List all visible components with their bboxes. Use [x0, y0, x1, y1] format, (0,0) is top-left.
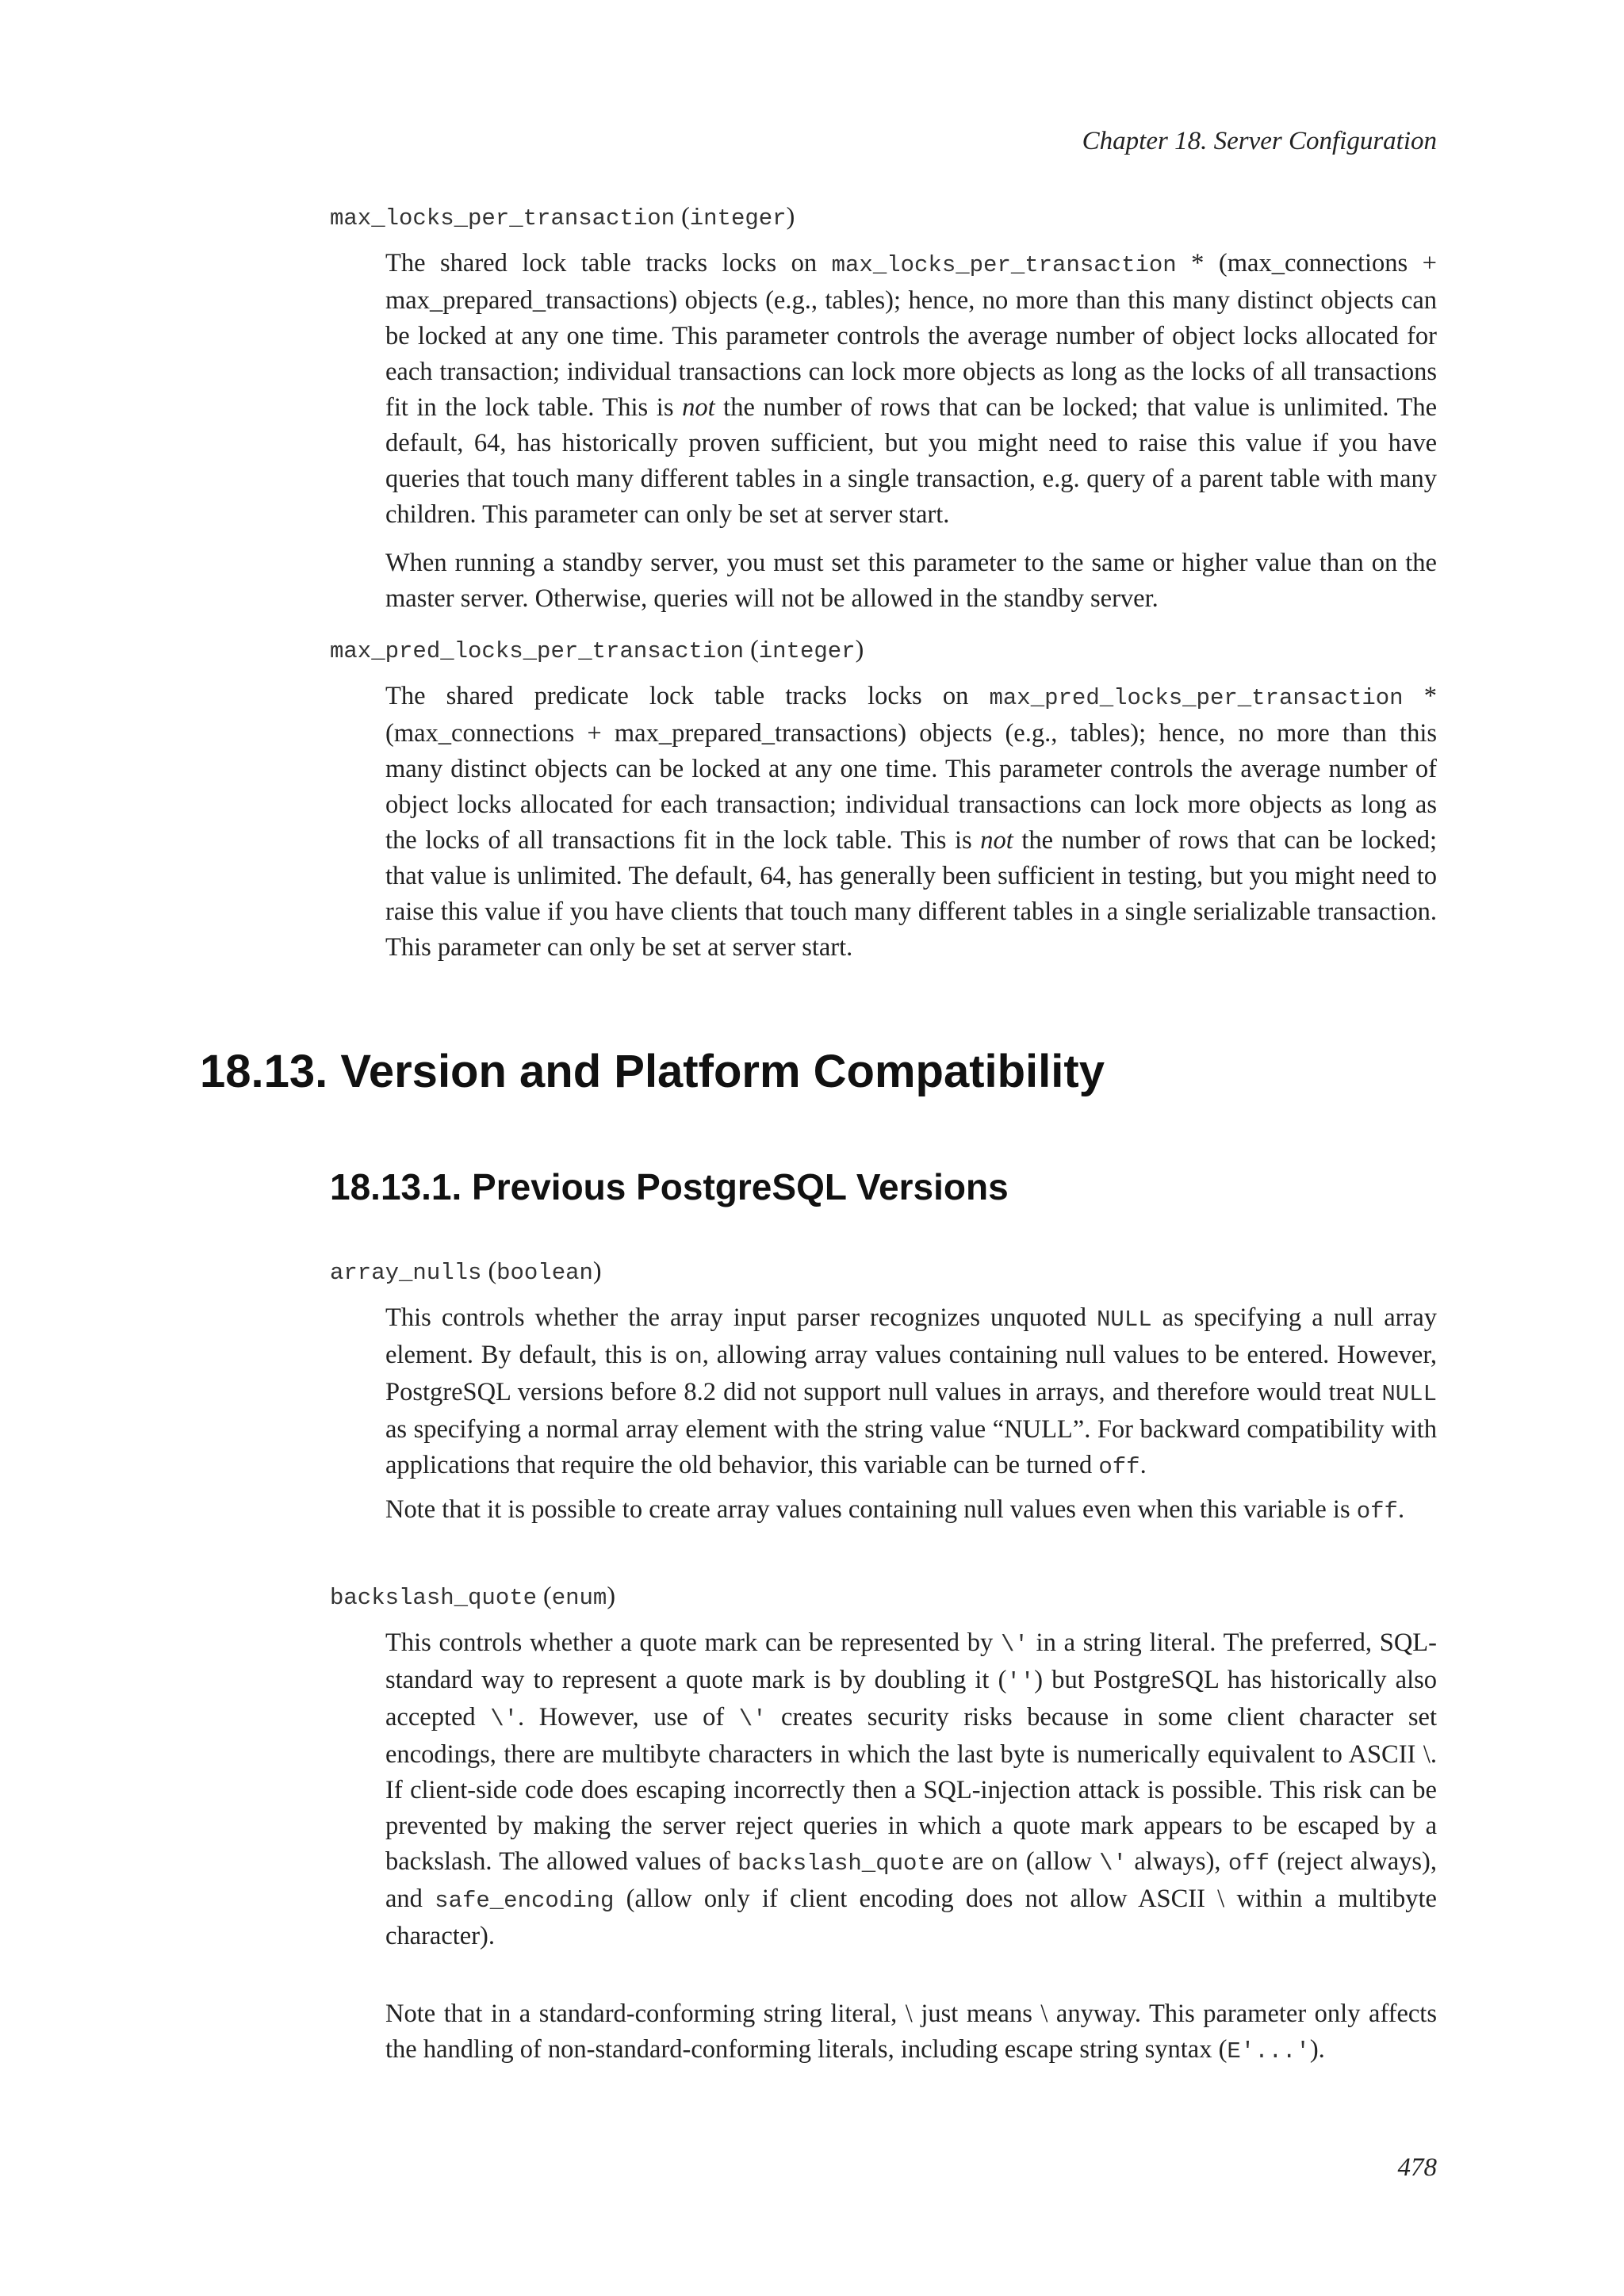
text-run: The shared lock table tracks locks on — [385, 249, 832, 277]
subsection-heading: 18.13.1. Previous PostgreSQL Versions — [330, 1166, 1009, 1207]
backslash-quote-description — [385, 1625, 1437, 1954]
text-run: (reject always), and — [385, 1847, 1437, 1913]
code-literal: '' — [1006, 1669, 1035, 1695]
text-run: * (max_connections + max_prepared_transactions) objects (e.g., tables); hence, no more than this many distinct objects can be locked at any one time. This parameter controls the average number of object locks allocated for each transaction; individual transactions can lock more objects as long as the locks of all transactions fit in the lock table. This is — [385, 249, 1437, 422]
close-paren: ) — [855, 634, 864, 663]
code-literal: off — [1228, 1850, 1270, 1877]
code-literal: \' — [1099, 1850, 1127, 1877]
code-literal: off — [1098, 1454, 1140, 1480]
text-run: ) but PostgreSQL has historically also accepted — [385, 1666, 1437, 1732]
text-run: the number of rows that can be locked; that value is unlimited. The default, 64, has historically proven sufficient, but you might need to raise this value if you have queries that touch many different tables in a single transaction, e.g. query of a parent table with many children. This parameter can only be set at server start. — [385, 393, 1438, 529]
code-literal: max_locks_per_transaction — [831, 252, 1177, 278]
close-paren: ) — [592, 1256, 602, 1284]
code-literal: on — [674, 1344, 703, 1370]
text-run: , allowing array values containing null values to be entered. However, PostgreSQL versions before 8.2 did not support null values in arrays, and therefore would treat — [385, 1341, 1437, 1406]
text-run: in a string literal. The preferred, SQL-standard way to represent a quote mark is by doubling it ( — [385, 1628, 1437, 1694]
code-literal: NULL — [1381, 1381, 1437, 1407]
term-array-nulls — [330, 1254, 602, 1289]
section-heading: 18.13. Version and Platform Compatibility — [200, 1046, 1105, 1097]
code-literal: \' — [1001, 1632, 1028, 1658]
parameter-type: integer — [758, 638, 856, 664]
parameter-name: max_pred_locks_per_transaction — [330, 638, 745, 664]
text-run: . However, use of — [518, 1703, 739, 1732]
backslash-quote-note — [385, 1996, 1437, 2069]
text-run: This controls whether a quote mark can be represented by — [385, 1628, 1001, 1657]
text-run: Note that it is possible to create array values containing null values even when this variable is — [385, 1495, 1357, 1524]
parameter-name: array_nulls — [330, 1260, 482, 1286]
parameter-name: backslash_quote — [330, 1585, 538, 1611]
code-literal: backslash_quote — [737, 1850, 945, 1877]
text-run: . — [1397, 1495, 1405, 1524]
running-header: Chapter 18. Server Configuration — [1082, 127, 1437, 155]
text-run: ). — [1309, 2035, 1325, 2064]
parameter-name: max_locks_per_transaction — [330, 205, 676, 232]
code-literal: \' — [738, 1706, 767, 1732]
code-literal: on — [990, 1850, 1019, 1877]
text-run: creates security risks because in some client character set encodings, there are multibyte characters in which the last byte is numerically equivalent to ASCII \. If client-side code does escaping incorrectly then a SQL-injection attack is possible. This risk can be prevented by making the server reject queries in which a quote mark appears to be escaped by a backslash. The allowed values of — [385, 1703, 1437, 1876]
open-paren: ( — [537, 1581, 552, 1609]
emphasis: not — [682, 393, 715, 422]
code-literal: safe_encoding — [435, 1888, 615, 1914]
parameter-type: enum — [551, 1585, 607, 1611]
term-max-locks-per-transaction — [330, 200, 795, 235]
code-literal: E'...' — [1227, 2038, 1310, 2064]
text-run: * (max_connections + max_prepared_transactions) objects (e.g., tables); hence, no more than this many distinct objects can be locked at any one time. This parameter controls the average number of object locks allocated for each transaction; individual transactions can lock more objects as long as the locks of all transactions fit in the lock table. This is — [385, 682, 1437, 855]
page-number: 478 — [1397, 2153, 1437, 2182]
array-nulls-note — [385, 1492, 1437, 1529]
open-paren: ( — [481, 1256, 497, 1284]
text-run: are — [944, 1847, 991, 1876]
code-literal: max_pred_locks_per_transaction — [989, 685, 1404, 711]
open-paren: ( — [744, 634, 759, 663]
parameter-type: integer — [689, 205, 787, 232]
code-literal: off — [1356, 1498, 1398, 1525]
code-literal: NULL — [1097, 1307, 1152, 1333]
text-run: always), — [1126, 1847, 1228, 1876]
emphasis: not — [980, 826, 1013, 855]
text-run: as specifying a null array element. By default, this is — [385, 1303, 1437, 1369]
term-backslash-quote — [330, 1579, 615, 1614]
close-paren: ) — [607, 1581, 615, 1609]
text-run: . — [1139, 1451, 1147, 1479]
term-max-pred-locks-per-transaction — [330, 633, 864, 668]
text-run: Note that in a standard-conforming string literal, \ just means \ anyway. This parameter only affects the handling of non-standard-conforming literals, including escape string syntax ( — [385, 1999, 1437, 2064]
text-run: as specifying a normal array element with the string value “NULL”. For backward compatibility with applications that require the old behavior, this variable can be turned — [385, 1415, 1437, 1479]
text-run: (allow — [1018, 1847, 1100, 1876]
array-nulls-description — [385, 1300, 1437, 1485]
parameter-type: boolean — [496, 1260, 593, 1286]
code-literal: \' — [490, 1706, 519, 1732]
close-paren: ) — [786, 201, 795, 230]
text-run: the number of rows that can be locked; that value is unlimited. The default, 64, has generally been sufficient in testing, but you might need to raise this value if you have clients that touch many different tables in a single serializable transaction. This parameter can only be set at server start. — [385, 826, 1437, 962]
max-locks-description — [385, 246, 1437, 533]
text-run: This controls whether the array input parser recognizes unquoted — [385, 1303, 1097, 1332]
open-paren: ( — [675, 201, 690, 230]
max-locks-standby-note: When running a standby server, you must set this parameter to the same or higher value than on the master server. Otherwise, queries will not be allowed in the standby server. — [385, 549, 1437, 613]
text-run: The shared predicate lock table tracks locks on — [385, 682, 990, 710]
text-run: (allow only if client encoding does not allow ASCII \ within a multibyte character). — [385, 1885, 1437, 1950]
max-pred-locks-description — [385, 679, 1437, 966]
